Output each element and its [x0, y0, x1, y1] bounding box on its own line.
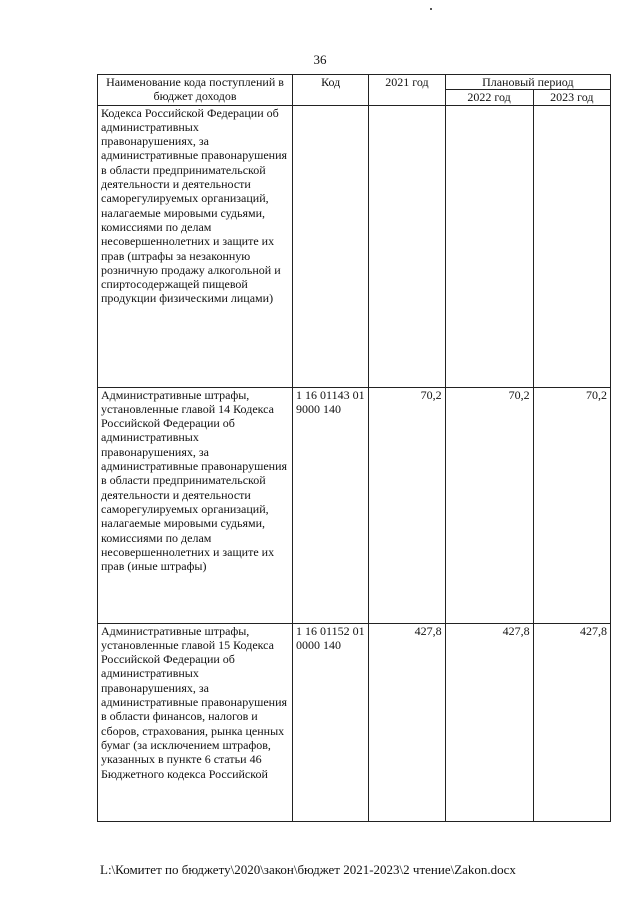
- row-value-2022: 70,2: [445, 387, 533, 623]
- table-row: [98, 105, 611, 387]
- row-value-2023: 427,8: [533, 623, 610, 821]
- page-number: 36: [313, 52, 327, 67]
- row-value-2022: 427,8: [445, 623, 533, 821]
- row-value-2021: 70,2: [369, 387, 445, 623]
- revenue-table: [97, 74, 611, 822]
- row-name: Административные штрафы, установленные главой 15 Кодекса Российской Федерации об административных правонарушениях, за административные правонарушения в области финансов, налогов и сборов, страхования, рынка ценных бумаг (за исключением штрафов, указанных в пункте 6 статьи 46 Бюджетного кодекса Российской: [98, 623, 293, 821]
- table-row: [98, 387, 611, 623]
- header-year-2023: 2023 год: [533, 90, 610, 105]
- header-year-2021: 2021 год: [369, 75, 445, 106]
- footer-file-path: L:\Комитет по бюджету\2020\закон\бюджет 2021-2023\2 чтение\Zakon.docx: [100, 862, 516, 877]
- row-value-2021: 427,8: [369, 623, 445, 821]
- header-name: Наименование кода поступлений в бюджет доходов: [98, 75, 293, 106]
- row-value-2021: [369, 105, 445, 387]
- row-code: [293, 105, 369, 387]
- row-code: 1 16 01143 01 9000 140: [293, 387, 369, 623]
- row-value-2022: [445, 105, 533, 387]
- row-value-2023: [533, 105, 610, 387]
- scan-speck: [430, 8, 432, 10]
- header-code: Код: [293, 75, 369, 106]
- header-plan-period: Плановый период: [445, 75, 610, 90]
- table-header-row: [98, 75, 611, 90]
- row-code: 1 16 01152 01 0000 140: [293, 623, 369, 821]
- header-year-2022: 2022 год: [445, 90, 533, 105]
- table-row: [98, 623, 611, 821]
- row-name: Административные штрафы, установленные главой 14 Кодекса Российской Федерации об административных правонарушениях, за административные правонарушения в области предпринимательской деятельности и деятельности саморегулируемых организаций, налагаемые мировыми судьями, комиссиями по делам несовершеннолетних и защите их прав (иные штрафы): [98, 387, 293, 623]
- row-name: Кодекса Российской Федерации об административных правонарушениях, за административные правонарушения в области предпринимательской деятельности и деятельности саморегулируемых организаций, налагаемые мировыми судьями, комиссиями по делам несовершеннолетних и защите их прав (штрафы за незаконную розничную продажу алкогольной и спиртосодержащей пищевой продукции физическими лицами): [98, 105, 293, 387]
- row-value-2023: 70,2: [533, 387, 610, 623]
